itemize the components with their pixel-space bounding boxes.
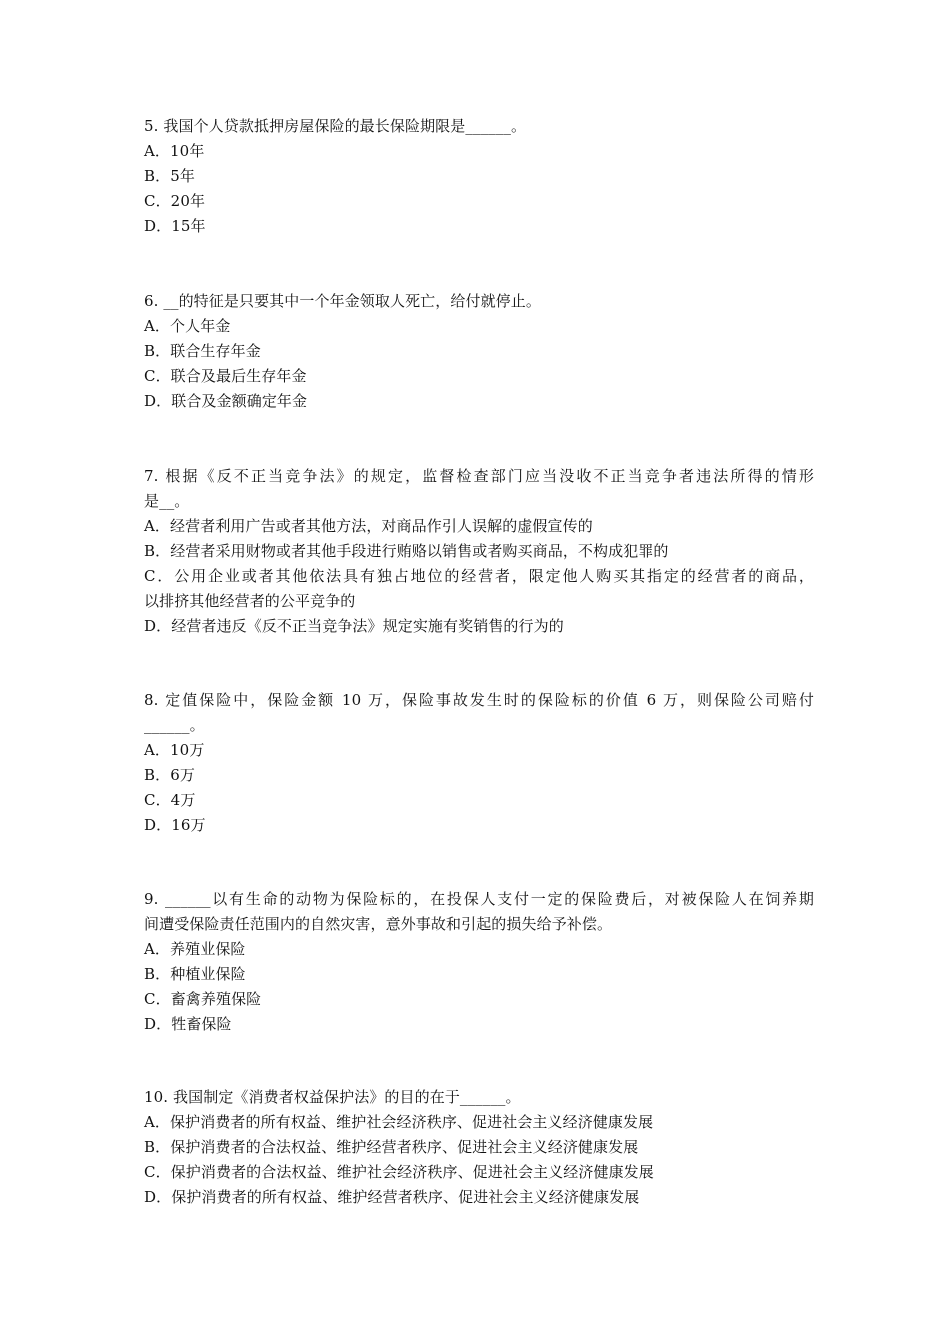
question-stem-line-2: 间遭受保险责任范围内的自然灾害，意外事故和引起的损失给予补偿。 xyxy=(144,915,613,933)
option-d: D．经营者违反《反不正当竞争法》规定实施有奖销售的行为的 xyxy=(144,617,564,635)
option-a: A．养殖业保险 xyxy=(144,940,246,958)
question-8 xyxy=(144,688,814,838)
option-a: A．经营者利用广告或者其他方法，对商品作引人误解的虚假宣传的 xyxy=(144,517,593,535)
question-stem-line-1: 9. ______以有生命的动物为保险标的，在投保人支付一定的保险费后，对被保险人在饲养期 xyxy=(144,890,814,908)
option-d: D．15年 xyxy=(144,217,206,235)
option-b: B．5年 xyxy=(144,167,195,185)
option-c: C．保护消费者的合法权益、维护社会经济秩序、促进社会主义经济健康发展 xyxy=(144,1163,654,1181)
question-stem-line-2: ______。 xyxy=(144,716,205,734)
option-c: C．联合及最后生存年金 xyxy=(144,367,307,385)
question-9 xyxy=(144,887,814,1037)
question-stem-line-2: 是__。 xyxy=(144,492,190,510)
option-d: D．16万 xyxy=(144,816,206,834)
option-b: B．经营者采用财物或者其他手段进行贿赂以销售或者购买商品，不构成犯罪的 xyxy=(144,542,669,560)
question-stem: 6. __的特征是只要其中一个年金领取人死亡，给付就停止。 xyxy=(144,292,541,310)
option-a: A．10万 xyxy=(144,741,205,759)
option-a: A．保护消费者的所有权益、维护社会经济秩序、促进社会主义经济健康发展 xyxy=(144,1113,654,1131)
question-stem-line-1: 7. 根据《反不正当竞争法》的规定，监督检查部门应当没收不正当竞争者违法所得的情形 xyxy=(144,467,814,485)
question-7 xyxy=(144,464,814,639)
option-c: C．畜禽养殖保险 xyxy=(144,990,262,1008)
option-a: A．个人年金 xyxy=(144,317,231,335)
question-stem: 5. 我国个人贷款抵押房屋保险的最长保险期限是______。 xyxy=(144,117,527,135)
question-stem: 10. 我国制定《消费者权益保护法》的目的在于______。 xyxy=(144,1088,521,1106)
question-10 xyxy=(144,1085,814,1210)
option-c: C．20年 xyxy=(144,192,206,210)
question-stem-line-1: 8. 定值保险中，保险金额 10 万，保险事故发生时的保险标的价值 6 万，则保险公司赔付 xyxy=(144,691,814,709)
option-b: B．种植业保险 xyxy=(144,965,246,983)
option-c: C．4万 xyxy=(144,791,196,809)
question-6 xyxy=(144,289,814,414)
option-c-line-1: C．公用企业或者其他依法具有独占地位的经营者，限定他人购买其指定的经营者的商品， xyxy=(144,567,814,585)
option-b: B．联合生存年金 xyxy=(144,342,261,360)
option-c-line-2: 以排挤其他经营者的公平竞争的 xyxy=(144,592,356,610)
option-a: A．10年 xyxy=(144,142,205,160)
question-5 xyxy=(144,114,814,239)
option-b: B．6万 xyxy=(144,766,195,784)
option-d: D．联合及金额确定年金 xyxy=(144,392,308,410)
option-b: B．保护消费者的合法权益、维护经营者秩序、促进社会主义经济健康发展 xyxy=(144,1138,639,1156)
option-d: D．保护消费者的所有权益、维护经营者秩序、促进社会主义经济健康发展 xyxy=(144,1188,640,1206)
option-d: D．牲畜保险 xyxy=(144,1015,232,1033)
